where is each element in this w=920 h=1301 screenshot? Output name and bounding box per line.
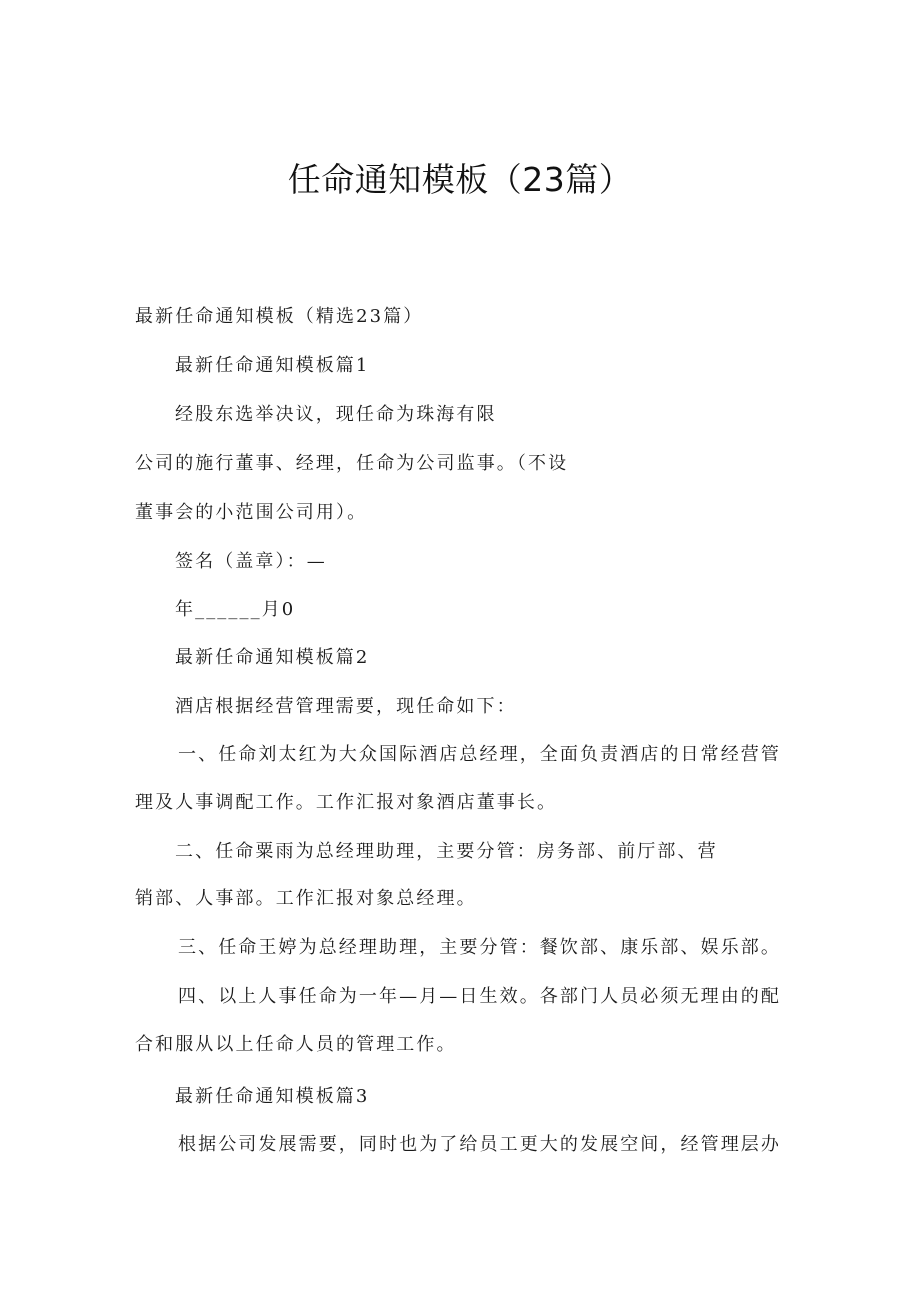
paragraph-line: 酒店根据经营管理需要，现任命如下： (175, 696, 517, 717)
subtitle-line: 最新任命通知模板（精选23篇） (135, 306, 424, 327)
paragraph-line: 公司的施行董事、经理，任命为公司监事。（不设 (135, 453, 569, 474)
paragraph-line: 一、任命刘太红为大众国际酒店总经理，全面负责酒店的日常经营管 (178, 744, 781, 765)
document-title: 任命通知模板（23篇） (287, 160, 633, 199)
section-heading-3: 最新任命通知模板篇3 (175, 1086, 370, 1107)
paragraph-line: 经股东选举决议，现任命为珠海有限 (175, 404, 497, 425)
date-line: 年______月0 (175, 599, 296, 620)
section-heading-2: 最新任命通知模板篇2 (175, 647, 370, 668)
paragraph-line: 根据公司发展需要，同时也为了给员工更大的发展空间，经管理层办 (178, 1134, 781, 1155)
signature-line: 签名（盖章）：— (175, 551, 327, 572)
paragraph-line: 理及人事调配工作。工作汇报对象酒店董事长。 (135, 792, 558, 813)
paragraph-line: 四、以上人事任命为一年—月—日生效。各部门人员必须无理由的配 (178, 986, 781, 1007)
paragraph-line: 董事会的小范围公司用）。 (135, 502, 368, 523)
paragraph-line: 三、任命王婷为总经理助理，主要分管：餐饮部、康乐部、娱乐部。 (178, 937, 781, 958)
paragraph-line: 合和服从以上任命人员的管理工作。 (135, 1034, 457, 1055)
paragraph-line: 销部、人事部。工作汇报对象总经理。 (135, 888, 477, 909)
paragraph-line: 二、任命粟雨为总经理助理，主要分管：房务部、前厅部、营 (175, 841, 718, 862)
section-heading-1: 最新任命通知模板篇1 (175, 355, 370, 376)
